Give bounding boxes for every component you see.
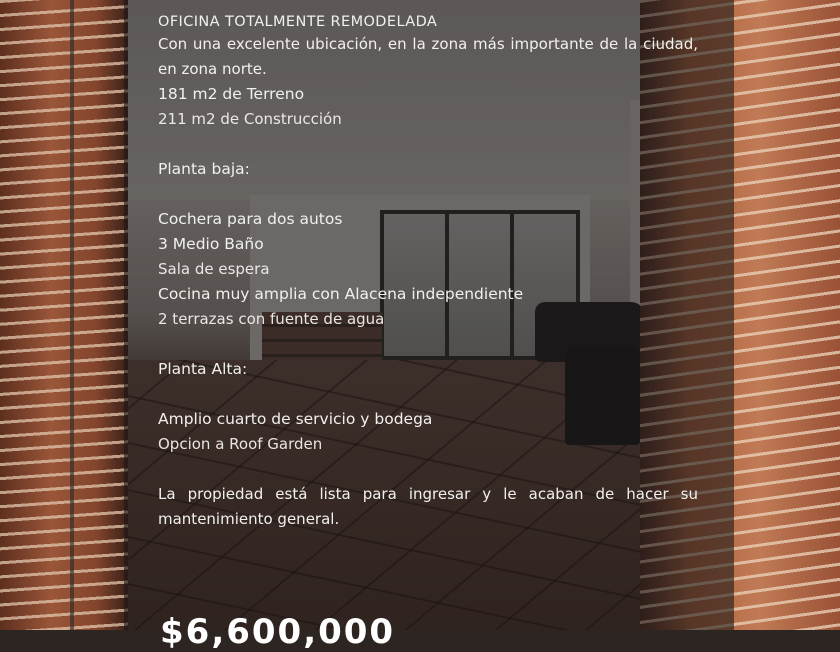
listing-title: OFICINA TOTALMENTE REMODELADA xyxy=(158,14,438,30)
closing-note: La propiedad está lista para ingresar y le acaban de hacer su mantenimiento general. xyxy=(158,485,698,528)
listing-text xyxy=(158,12,698,532)
listing-description: Con una excelente ubicación, en la zona más importante de la ciudad, en zona norte. xyxy=(158,35,698,78)
upper-floor-item: Opcion a Roof Garden xyxy=(158,435,323,453)
ground-floor-heading: Planta baja: xyxy=(158,160,250,178)
land-area: 181 m2 de Terreno xyxy=(158,85,305,103)
price: $6,600,000 xyxy=(160,612,396,652)
glass-door-frame xyxy=(70,0,74,630)
ground-floor-item: 2 terrazas con fuente de agua xyxy=(158,310,385,328)
construction-area: 211 m2 de Construcción xyxy=(158,110,342,128)
ground-floor-item: 3 Medio Baño xyxy=(158,235,264,253)
ground-floor-item: Cocina muy amplia con Alacena independiente xyxy=(158,285,524,303)
ground-floor-item: Sala de espera xyxy=(158,260,270,278)
ground-floor-item: Cochera para dos autos xyxy=(158,210,343,228)
upper-floor-heading: Planta Alta: xyxy=(158,360,248,378)
upper-floor-item: Amplio cuarto de servicio y bodega xyxy=(158,410,433,428)
brick-wall-left xyxy=(0,0,128,630)
